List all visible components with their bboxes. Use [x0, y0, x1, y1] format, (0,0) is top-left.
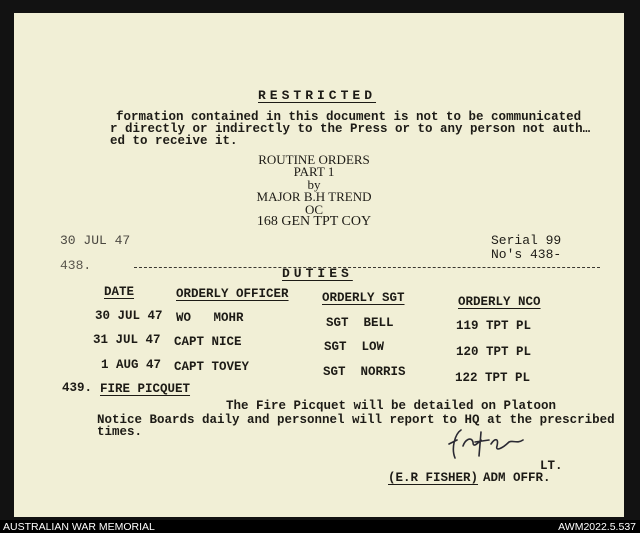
duties-heading: DUTIES	[282, 266, 353, 281]
row1-officer: WO MOHR	[176, 311, 244, 325]
row3-nco: 122 TPT PL	[455, 371, 531, 385]
signature-name: (E.R FISHER)	[388, 471, 479, 485]
header-line-1: formation contained in this document is not to be communicated	[116, 110, 582, 124]
col-date: DATE	[104, 285, 135, 299]
picquet-line-2: Notice Boards daily and personnel will report to HQ at the prescribed	[97, 413, 615, 427]
serial-number: Serial 99	[491, 233, 562, 248]
picquet-line-3: times.	[97, 425, 143, 439]
col-orderly-sgt: ORDERLY SGT	[322, 291, 405, 305]
item-numbers: No's 438-	[491, 247, 562, 262]
row2-date: 31 JUL 47	[93, 333, 161, 347]
row2-sgt: SGT LOW	[324, 340, 385, 354]
orders-part: PART 1	[293, 164, 335, 179]
orders-title: ROUTINE ORDERS	[258, 152, 370, 167]
row3-officer: CAPT TOVEY	[174, 360, 250, 374]
restricted-title: RESTRICTED	[258, 88, 377, 103]
handwritten-signature	[437, 426, 533, 466]
orders-officer: MAJOR B.H TREND	[256, 189, 372, 204]
signature-title: ADM OFFR.	[483, 471, 551, 485]
footer-bar	[0, 520, 640, 533]
row3-date: 1 AUG 47	[101, 358, 162, 372]
row1-nco: 119 TPT PL	[456, 319, 532, 333]
fire-picquet-heading: FIRE PICQUET	[100, 382, 191, 396]
item-438: 438.	[60, 258, 92, 273]
signature-rank: LT.	[540, 459, 563, 473]
footer-accession: AWM2022.5.537	[558, 521, 636, 533]
picquet-line-1: The Fire Picquet will be detailed on Platoon	[226, 399, 557, 413]
row3-sgt: SGT NORRIS	[323, 365, 406, 379]
item-439: 439.	[62, 381, 93, 395]
divider-line	[134, 267, 600, 268]
row2-nco: 120 TPT PL	[456, 345, 532, 359]
col-orderly-officer: ORDERLY OFFICER	[176, 287, 289, 301]
header-line-3: ed to receive it.	[110, 134, 238, 148]
orders-unit: 168 GEN TPT COY	[256, 214, 372, 229]
orders-oc: OC	[304, 202, 324, 217]
row1-sgt: SGT BELL	[326, 316, 394, 330]
row2-officer: CAPT NICE	[174, 335, 242, 349]
row1-date: 30 JUL 47	[95, 309, 163, 323]
order-date: 30 JUL 47	[60, 233, 131, 248]
footer-source: AUSTRALIAN WAR MEMORIAL	[3, 521, 155, 533]
orders-by: by	[307, 177, 321, 192]
header-line-2: r directly or indirectly to the Press or to any person not auth…	[110, 122, 591, 136]
col-orderly-nco: ORDERLY NCO	[458, 295, 541, 309]
